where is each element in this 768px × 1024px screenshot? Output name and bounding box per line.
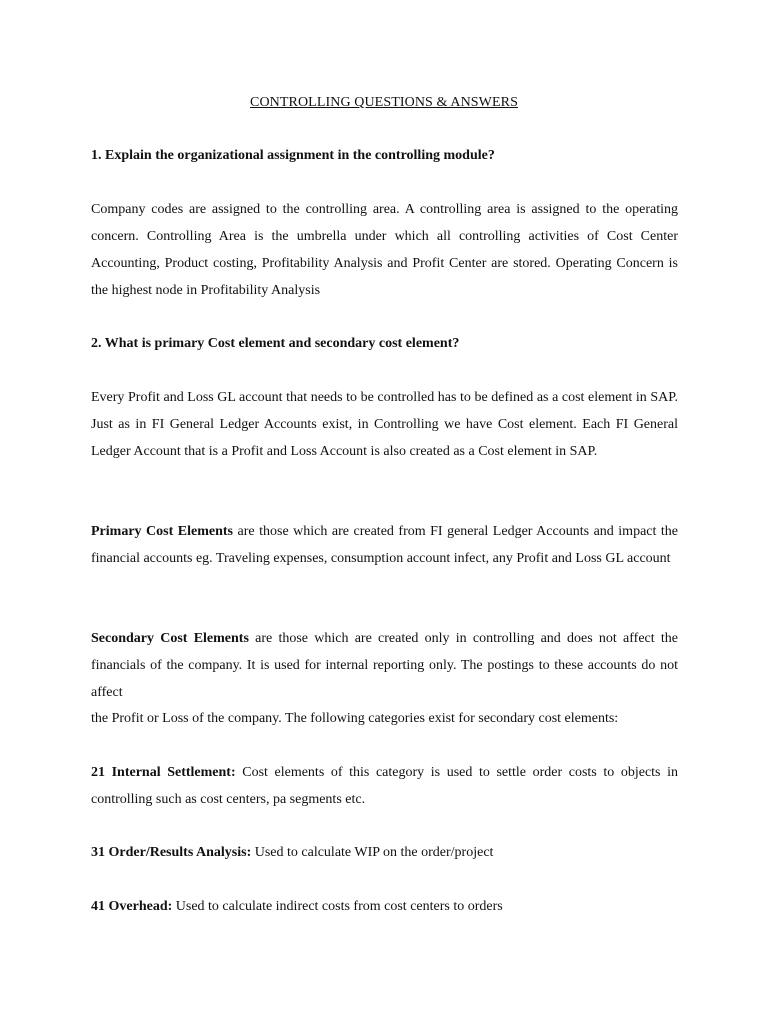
category-21-paragraph <box>91 759 678 813</box>
secondary-cost-elements-continuation: the Profit or Loss of the company. The following categories exist for secondary cost elements: <box>91 711 619 726</box>
answer-2: Every Profit and Loss GL account that needs to be controlled has to be defined as a cost element in SAP. Just as in FI General Ledger Accounts exist, in Controlling we have Cost element. Each FI General Ledger Account that is a Profit and Loss Account is also created as a Cost element in SAP. <box>91 390 678 459</box>
category-41-text: Used to calculate indirect costs from cost centers to orders <box>172 899 503 914</box>
primary-cost-elements-term: Primary Cost Elements <box>91 524 233 539</box>
category-31-paragraph <box>91 839 678 866</box>
primary-cost-elements-text: are those which are created from FI general Ledger Accounts and impact the financial accounts eg. Traveling expenses, consumption account infect, any Profit and Loss GL account <box>91 524 679 566</box>
page-title: CONTROLLING QUESTIONS & ANSWERS <box>250 95 518 110</box>
secondary-cost-elements-text: are those which are created only in controlling and does not affect the financials of the company. It is used for internal reporting only. The postings to these accounts do not affect <box>91 631 678 700</box>
category-21-term: 21 Internal Settlement: <box>91 765 236 780</box>
question-1: 1. Explain the organizational assignment in the controlling module? <box>91 148 495 163</box>
category-41-paragraph <box>91 893 678 920</box>
answer-1: Company codes are assigned to the controlling area. A controlling area is assigned to the operating concern. Controlling Area is the umbrella under which all controlling activities of Cost Center Accounting, Product costing, Profitability Analysis and Profit Center are stored. Operating Concern is the highest node in Profitability Analysis <box>91 202 678 298</box>
category-31-text: Used to calculate WIP on the order/project <box>251 845 494 860</box>
category-41-term: 41 Overhead: <box>91 899 173 914</box>
secondary-cost-elements-paragraph <box>91 625 678 706</box>
question-2: 2. What is primary Cost element and secondary cost element? <box>91 336 460 351</box>
secondary-cost-elements-term: Secondary Cost Elements <box>91 631 249 646</box>
category-21-text: Cost elements of this category is used to settle order costs to objects in controlling such as cost centers, pa segments etc. <box>91 765 678 807</box>
primary-cost-elements-paragraph <box>91 518 678 572</box>
category-31-term: 31 Order/Results Analysis: <box>91 845 252 860</box>
